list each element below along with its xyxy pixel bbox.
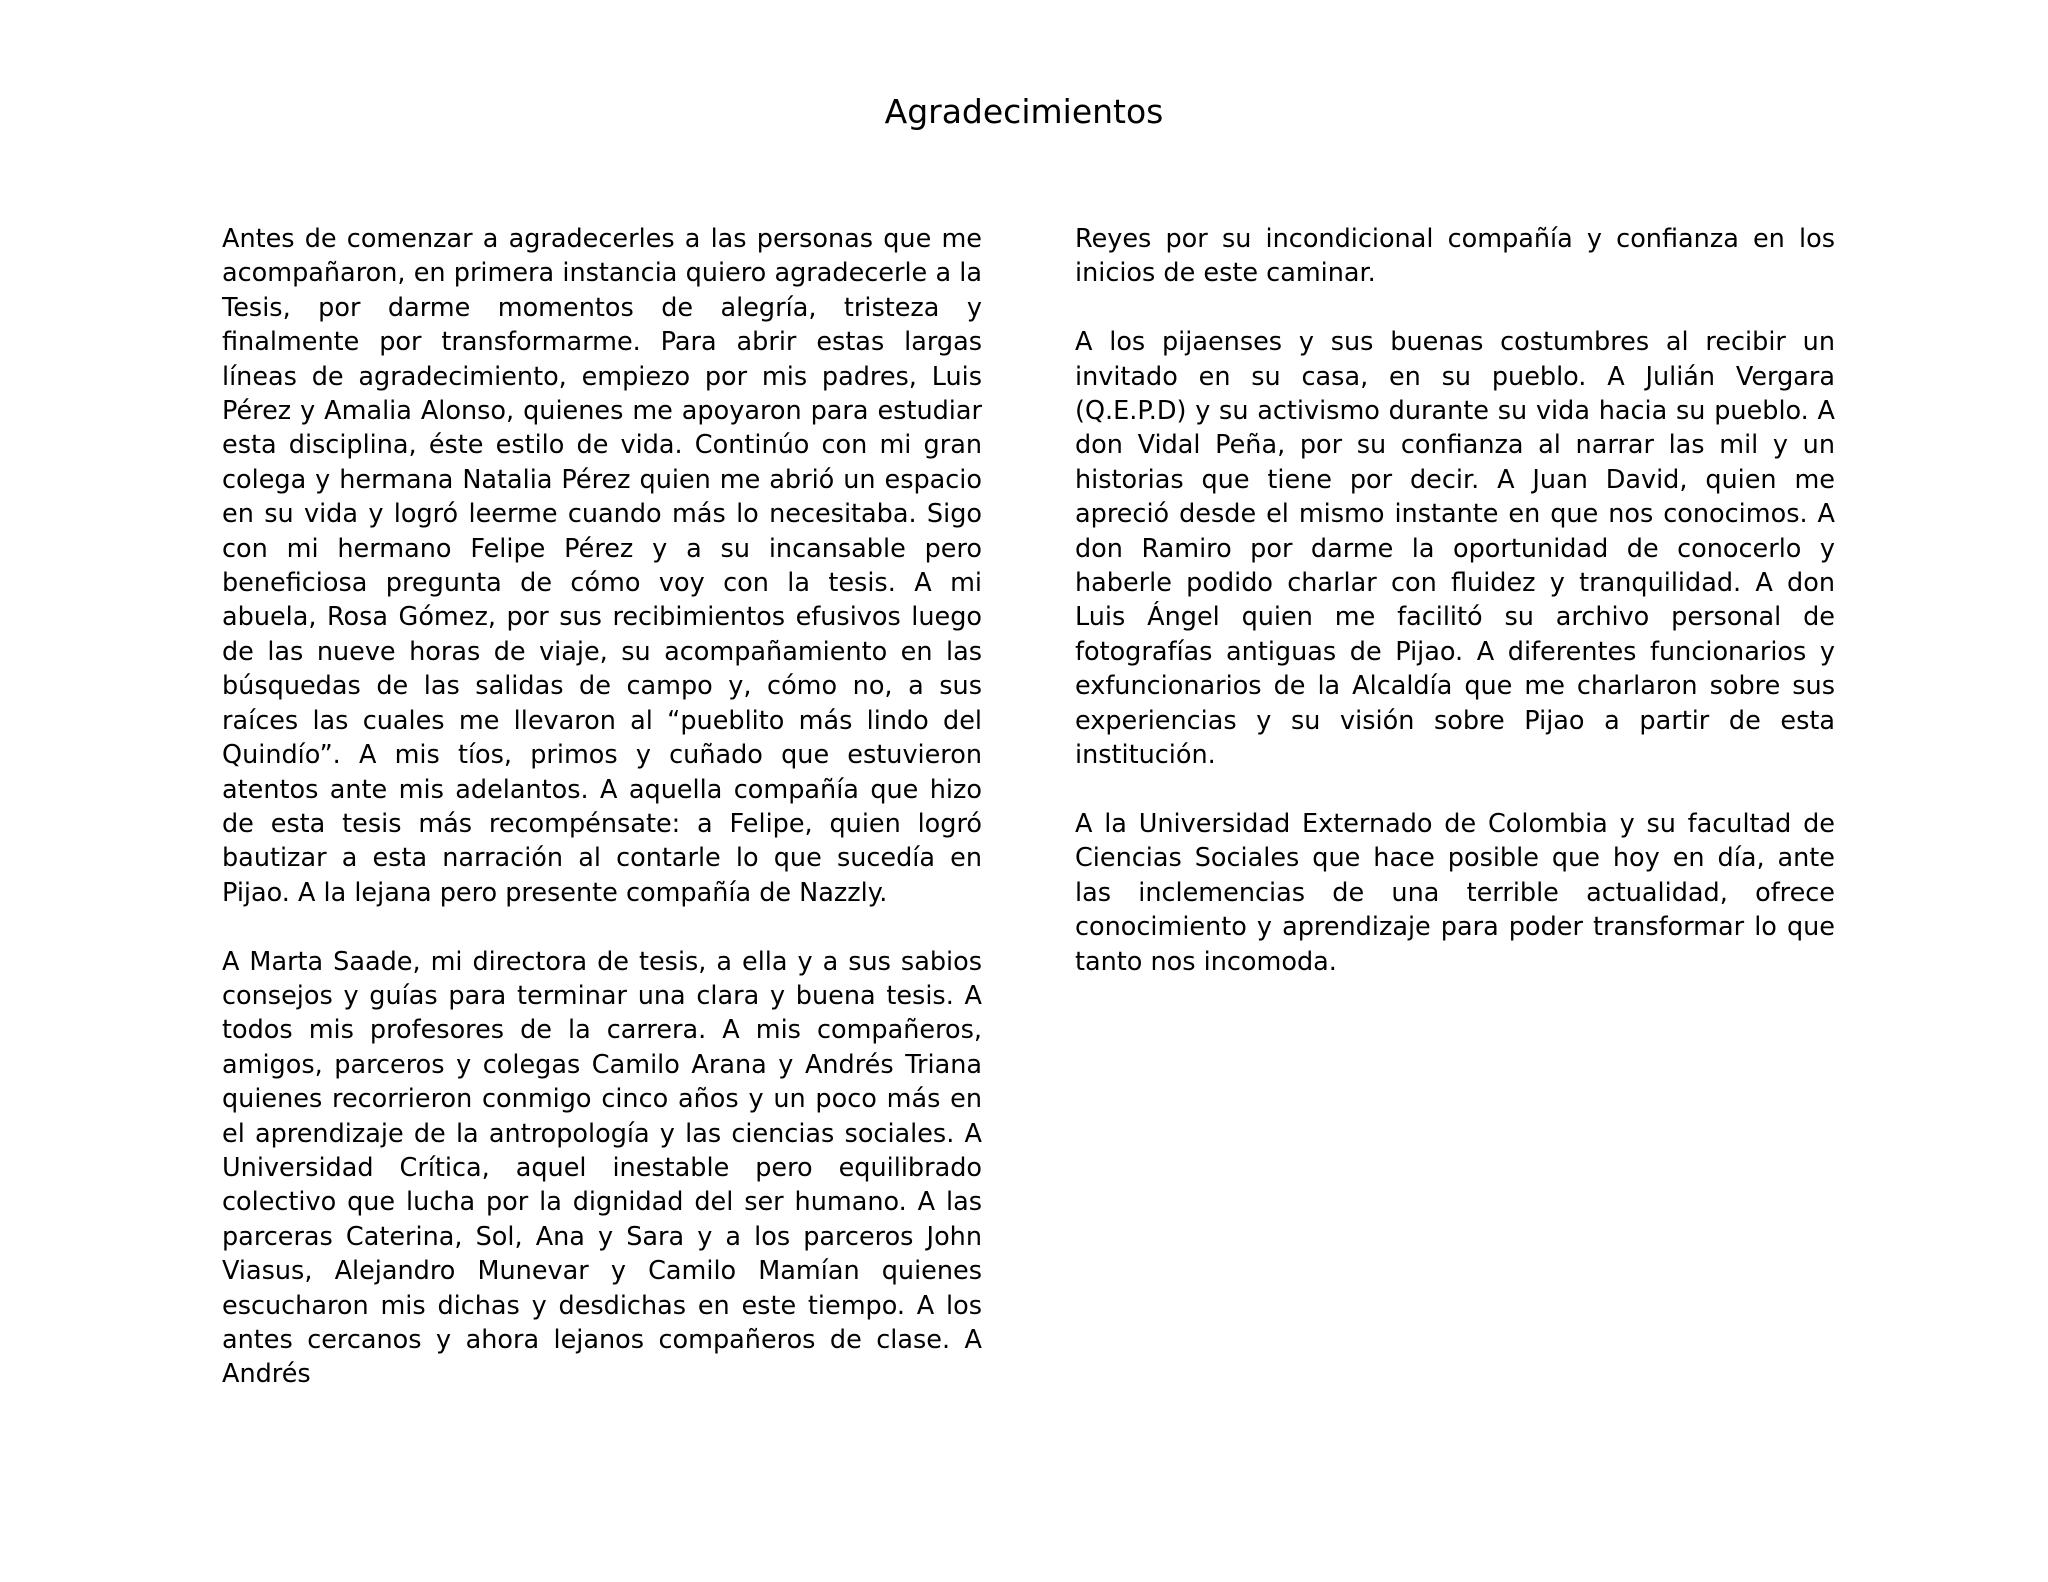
right-column bbox=[1075, 222, 1835, 1013]
page-title: Agradecimientos bbox=[884, 92, 1164, 131]
paragraph: A Marta Saade, mi directora de tesis, a ella y a sus sabios consejos y guías para terminar una clara y buena tesis. A todos mis profesores de la carrera. A mis compañeros, amigos, parceros y colegas Camilo Arana y Andrés Triana quienes recorrieron conmigo cinco años y un poco más en el aprendizaje de la antropología y las ciencias sociales. A Universidad Crítica, aquel inestable pero equilibrado colectivo que lucha por la dignidad del ser humano. A las parceras Caterina, Sol, Ana y Sara y a los parceros John Viasus, Alejandro Munevar y Camilo Mamían quienes escucharon mis dichas y desdichas en este tiempo. A los antes cercanos y ahora lejanos compañeros de clase. A Andrés bbox=[222, 946, 982, 1390]
paragraph: Antes de comenzar a agradecerles a las personas que me acompañaron, en primera instancia quiero agradecerle a la Tesis, por darme momentos de alegría, tristeza y finalmente por transformarme. Para abrir estas largas líneas de agradecimiento, empiezo por mis padres, Luis Pérez y Amalia Alonso, quienes me apoyaron para estudiar esta disciplina, éste estilo de vida. Continúo con mi gran colega y hermana Natalia Pérez quien me abrió un espacio en su vida y logró leerme cuando más lo necesitaba. Sigo con mi hermano Felipe Pérez y a su incansable pero beneficiosa pregunta de cómo voy con la tesis. A mi abuela, Rosa Gómez, por sus recibimientos efusivos luego de las nueve horas de viaje, su acompañamiento en las búsquedas de las salidas de campo y, cómo no, a sus raíces las cuales me llevaron al “pueblito más lindo del Quindío”. A mis tíos, primos y cuñado que estuvieron atentos ante mis adelantos. A aquella compañía que hizo de esta tesis más recompénsate: a Felipe, quien logró bautizar a esta narración al contarle lo que sucedía en Pijao. A la lejana pero presente compañía de Nazzly. bbox=[222, 224, 982, 908]
paragraph: A los pijaenses y sus buenas costumbres al recibir un invitado en su casa, en su pueblo. A Julián Vergara (Q.E.P.D) y su activismo durante su vida hacia su pueblo. A don Vidal Peña, por su confianza al narrar las mil y un historias que tiene por decir. A Juan David, quien me apreció desde el mismo instante en que nos conocimos. A don Ramiro por darme la oportunidad de conocerlo y haberle podido charlar con fluidez y tranquilidad. A don Luis Ángel quien me facilitó su archivo personal de fotografías antiguas de Pijao. A diferentes funcionarios y exfuncionarios de la Alcaldía que me charlaron sobre sus experiencias y su visión sobre Pijao a partir de esta institución. bbox=[1075, 327, 1835, 771]
paragraph: A la Universidad Externado de Colombia y su facultad de Ciencias Sociales que hace posible que hoy en día, ante las inclemencias de una terrible actualidad, ofrece conocimiento y aprendizaje para poder transformar lo que tanto nos incomoda. bbox=[1075, 808, 1835, 977]
paragraph: Reyes por su incondicional compañía y confianza en los inicios de este caminar. bbox=[1075, 224, 1835, 289]
left-column bbox=[222, 222, 982, 1426]
